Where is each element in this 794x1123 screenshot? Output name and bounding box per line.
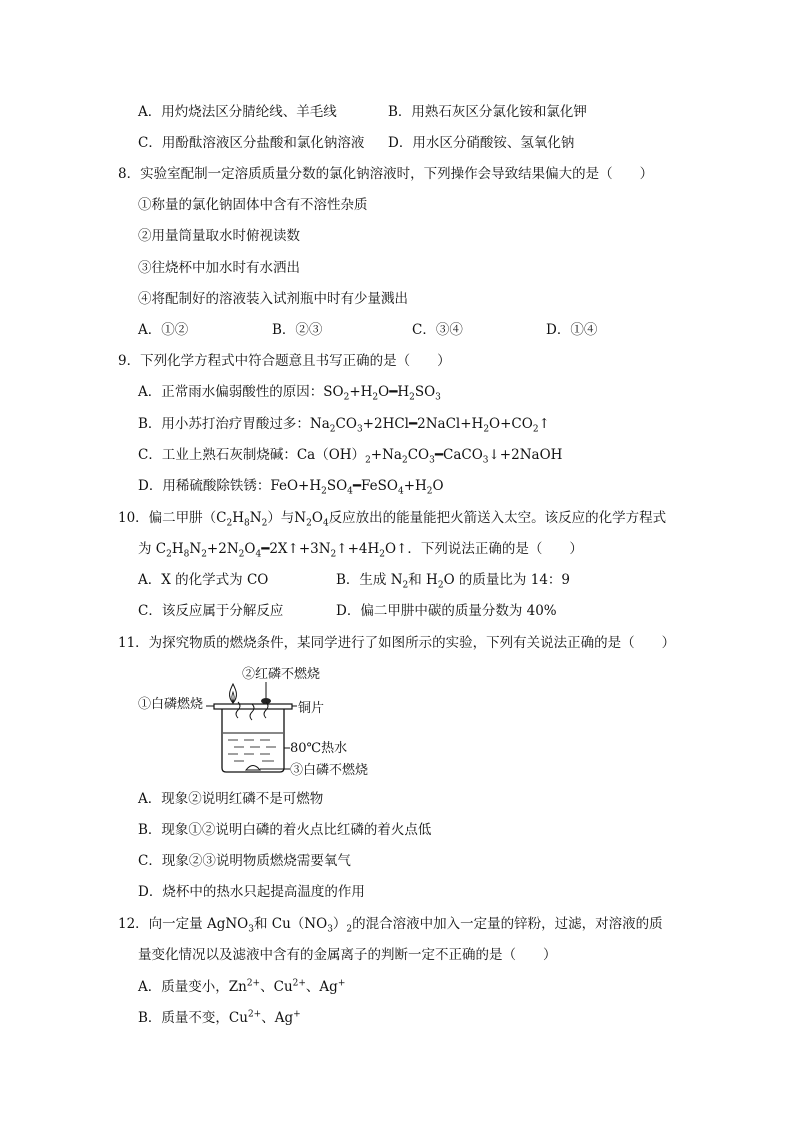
combustion-experiment-figure bbox=[138, 660, 398, 780]
white-phosphorus-underwater bbox=[246, 766, 260, 771]
label-hot-water: 80℃热水 bbox=[290, 741, 348, 756]
q10-stem-part: 反应放出的能量能把火箭送入太空。该反应的化学方程式 bbox=[328, 510, 667, 526]
q9-option-b-equation: $Na_2CO_3+2HCl━2NaCl+H_2O+CO_2↑$ bbox=[309, 416, 550, 435]
red-phosphorus-sample bbox=[261, 698, 271, 704]
q10-stem-part: 为 C bbox=[138, 541, 167, 557]
q12-stem-part: 和 Cu（NO bbox=[253, 916, 328, 932]
q12-option-a bbox=[138, 977, 345, 997]
q11-option-d: D．烧杯中的热水只起提高温度的作用 bbox=[138, 884, 365, 900]
q10-stem-line1: 10．偏二甲肼$(C_2H_8N_2)$与$N_2O_4$反应放出的能量能把火箭送入太空。该反应的化学方程式 bbox=[118, 510, 667, 529]
q8-statement-4: ④将配制好的溶液装入试剂瓶中时有少量溅出 bbox=[138, 291, 408, 307]
q12-stem-part: 12．向一定量 AgNO bbox=[118, 916, 249, 932]
q10-stem-part: ↑+3N bbox=[287, 541, 331, 557]
q7-option-b: B．用熟石灰区分氯化铵和氯化钾 bbox=[388, 104, 587, 120]
inner-flame-icon bbox=[232, 692, 234, 702]
q7-option-c: C．用酚酞溶液区分盐酸和氯化钠溶液 bbox=[138, 135, 365, 151]
q12-option-a-text: A．质量变小， bbox=[138, 979, 229, 995]
q10-stem-part: 10．偏二甲肼（C bbox=[118, 510, 227, 526]
q8-option-d: D．①④ bbox=[546, 322, 598, 338]
q9-option-c bbox=[138, 445, 562, 465]
label-copper-sheet: 铜片 bbox=[298, 701, 325, 716]
q10-option-b-part: O 的质量比为 14：9 bbox=[443, 572, 570, 588]
q12-stem-part: ） bbox=[332, 916, 347, 932]
q12-stem-part: 的混合溶液中加入一定量的锌粉，过滤，对溶液的质 bbox=[352, 916, 663, 932]
q9-option-d-equation: $FeO+H_2SO_4━FeSO_4+H_2O$ bbox=[270, 478, 444, 497]
q12-stem-line2: 量变化情况以及滤液中含有的金属离子的判断一定不正确的是（ ） bbox=[138, 947, 557, 963]
q8-stem: 8．实验室配制一定溶质质量分数的氯化钠溶液时，下列操作会导致结果偏大的是（ ） bbox=[118, 166, 654, 182]
q9-option-c-equation: $Ca(OH)_2+Na_2CO_3━CaCO_3↓+2NaOH$ bbox=[296, 447, 563, 466]
q8-option-c: C．③④ bbox=[412, 322, 463, 338]
q11-option-a: A．现象②说明红磷不是可燃物 bbox=[138, 791, 324, 807]
q10-stem-line2: 为 $C_2H_8N_2+2N_2O_4━2X↑+3N_2↑+4H_2O↑$．下列说法正确的是（ ） bbox=[138, 541, 583, 560]
q9-option-b bbox=[138, 414, 550, 434]
q11-option-c: C．现象②③说明物质燃烧需要氧气 bbox=[138, 853, 351, 869]
q11-option-b: B．现象①②说明白磷的着火点比红磷的着火点低 bbox=[138, 822, 432, 838]
q8-statement-2: ②用量筒量取水时俯视读数 bbox=[138, 228, 300, 244]
q8-option-a: A．①② bbox=[138, 322, 189, 338]
q11-stem: 11．为探究物质的燃烧条件，某同学进行了如图所示的实验，下列有关说法正确的是（ ） bbox=[118, 635, 676, 651]
q10-stem-part: O↑．下列说法正确的是（ ） bbox=[385, 541, 583, 557]
q12-stem-line1: 12．向一定量 AgNO$_3$和 $Cu(NO_3)_2$的混合溶液中加入一定量的锌粉，过滤，对溶液的质 bbox=[118, 916, 663, 935]
q9-option-a-equation: $SO_2+H_2O━H_2SO_3$ bbox=[323, 384, 441, 403]
q8-statement-3: ③往烧杯中加水时有水洒出 bbox=[138, 260, 300, 276]
label-white-phosphorus-underwater: ③白磷不燃烧 bbox=[290, 763, 369, 778]
q9-option-b-text: B．用小苏打治疗胃酸过多： bbox=[138, 416, 310, 432]
q8-option-b: B．②③ bbox=[272, 322, 323, 338]
q12-option-b-ions: $Cu^{2+}$、Ag+ bbox=[228, 1009, 301, 1026]
q9-stem: 9．下列化学方程式中符合题意且书写正确的是（ ） bbox=[118, 353, 451, 369]
q9-option-a bbox=[138, 382, 441, 402]
q10-option-c: C．该反应属于分解反应 bbox=[138, 603, 284, 619]
q10-stem-part: ↑+4H bbox=[336, 541, 380, 557]
q8-statement-1: ①称量的氯化钠固体中含有不溶性杂质 bbox=[138, 197, 368, 213]
q9-option-c-text: C．工业上熟石灰制烧碱： bbox=[138, 447, 297, 463]
q10-option-b-part: B．生成 N bbox=[336, 572, 403, 588]
q9-option-d bbox=[138, 476, 444, 496]
q10-option-d: D．偏二甲肼中碳的质量分数为 40% bbox=[336, 603, 557, 619]
beaker bbox=[222, 709, 284, 772]
q10-option-a: A．X 的化学式为 CO bbox=[138, 572, 269, 588]
q10-stem-part: ）与N bbox=[267, 510, 307, 526]
q12-option-a-ions: $Zn^{2+}$、$Cu^{2+}$、Ag+ bbox=[228, 978, 346, 995]
q7-option-d: D．用水区分硝酸铵、氢氧化钠 bbox=[388, 135, 575, 151]
q9-option-a-text: A．正常雨水偏弱酸性的原因： bbox=[138, 384, 324, 400]
q12-option-b bbox=[138, 1008, 301, 1028]
q10-option-b: B．生成 $N_2$和 $H_2O$ 的质量比为 14：9 bbox=[336, 572, 570, 591]
q9-option-d-text: D．用稀硫酸除铁锈： bbox=[138, 478, 271, 494]
label-red-phosphorus: ②红磷不燃烧 bbox=[242, 667, 321, 682]
q7-option-a: A．用灼烧法区分腈纶线、羊毛线 bbox=[138, 104, 337, 120]
q10-option-b-part: 和 H bbox=[408, 572, 438, 588]
q12-option-b-text: B．质量不变， bbox=[138, 1010, 229, 1026]
water-hatching bbox=[228, 740, 276, 761]
label-white-phosphorus-burning: ①白磷燃烧 bbox=[138, 697, 204, 712]
